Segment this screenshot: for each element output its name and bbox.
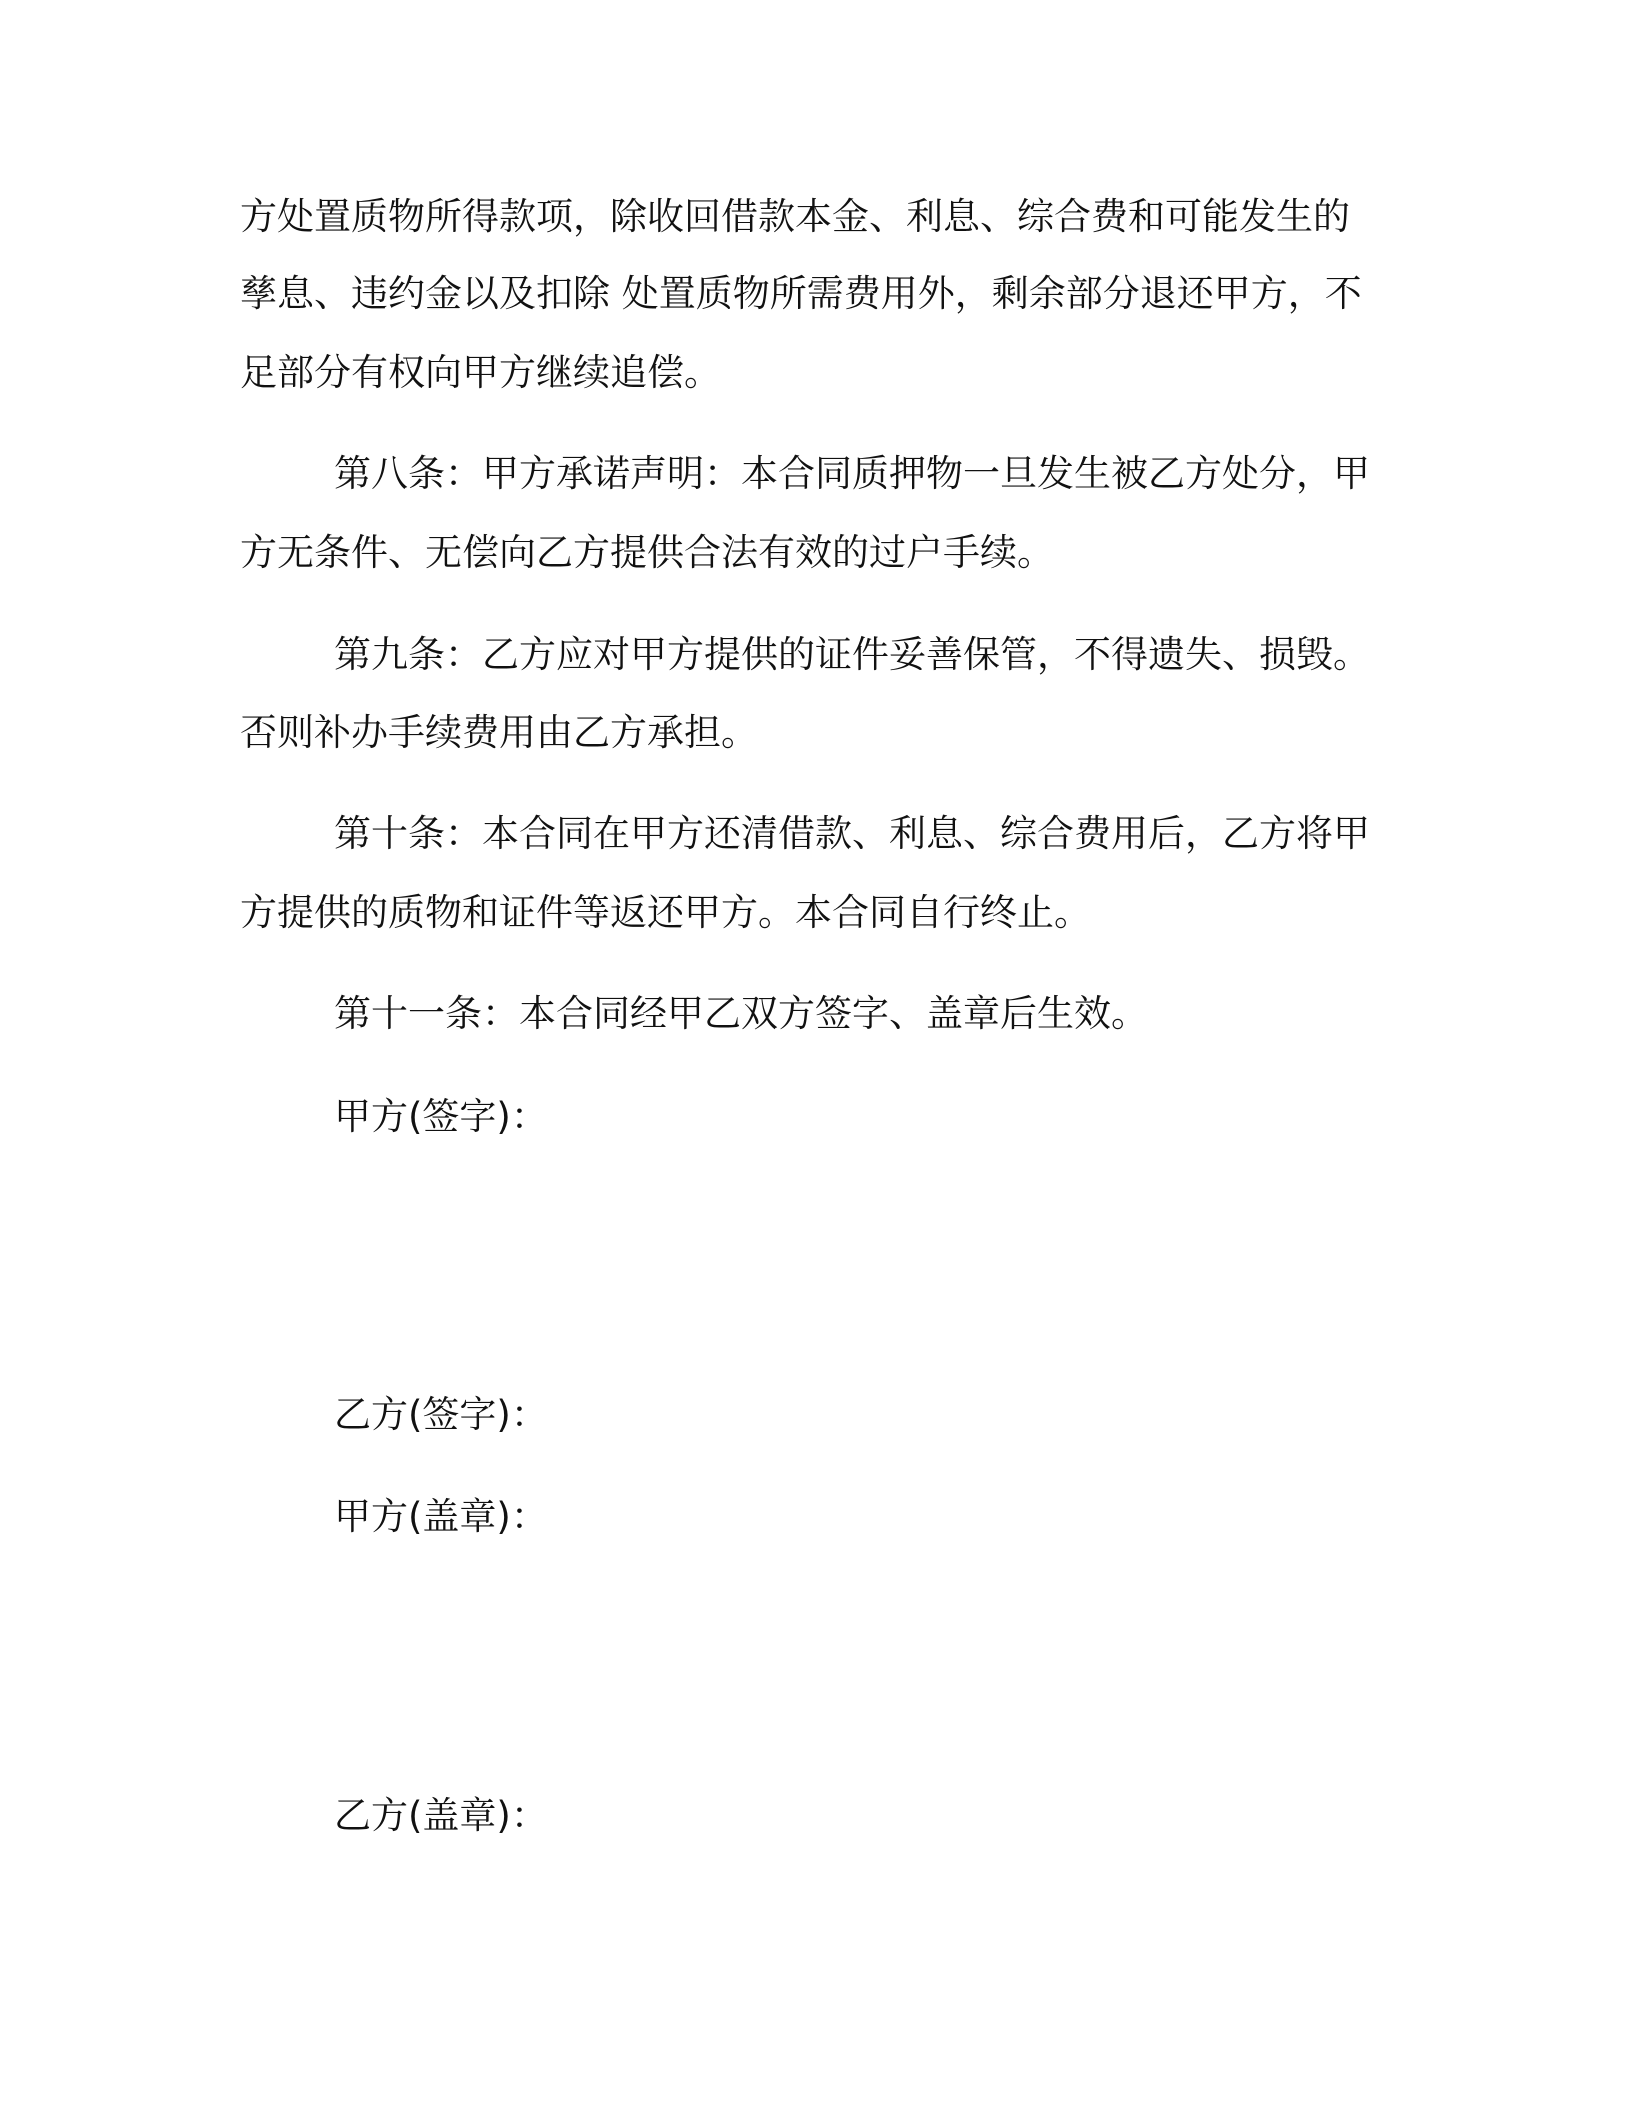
- text-line: 方无条件、无偿向乙方提供合法有效的过户手续。: [240, 531, 1054, 574]
- text-line: 足部分有权向甲方继续追偿。: [240, 351, 721, 394]
- text-line: 方处置质物所得款项，除收回借款本金、利息、综合费和可能发生的: [240, 195, 1350, 238]
- text-line: 否则补办手续费用由乙方承担。: [240, 711, 758, 754]
- text-line: 第十条：本合同在甲方还清借款、利息、综合费用后，乙方将甲: [334, 812, 1370, 855]
- text-line: 第八条：甲方承诺声明：本合同质押物一旦发生被乙方处分，甲: [334, 452, 1370, 495]
- party-a-signature-label: 甲方(签字)：: [334, 1095, 548, 1138]
- party-a-seal-label: 甲方(盖章)：: [334, 1495, 548, 1538]
- text-line: 第九条：乙方应对甲方提供的证件妥善保管，不得遗失、损毁。: [334, 633, 1370, 676]
- text-line: 孳息、违约金以及扣除 处置质物所需费用外，剩余部分退还甲方，不: [240, 272, 1362, 315]
- text-line: 方提供的质物和证件等返还甲方。本合同自行终止。: [240, 891, 1091, 934]
- party-b-signature-label: 乙方(签字)：: [334, 1393, 548, 1436]
- party-b-seal-label: 乙方(盖章)：: [334, 1794, 548, 1837]
- text-line: 第十一条：本合同经甲乙双方签字、盖章后生效。: [334, 992, 1148, 1035]
